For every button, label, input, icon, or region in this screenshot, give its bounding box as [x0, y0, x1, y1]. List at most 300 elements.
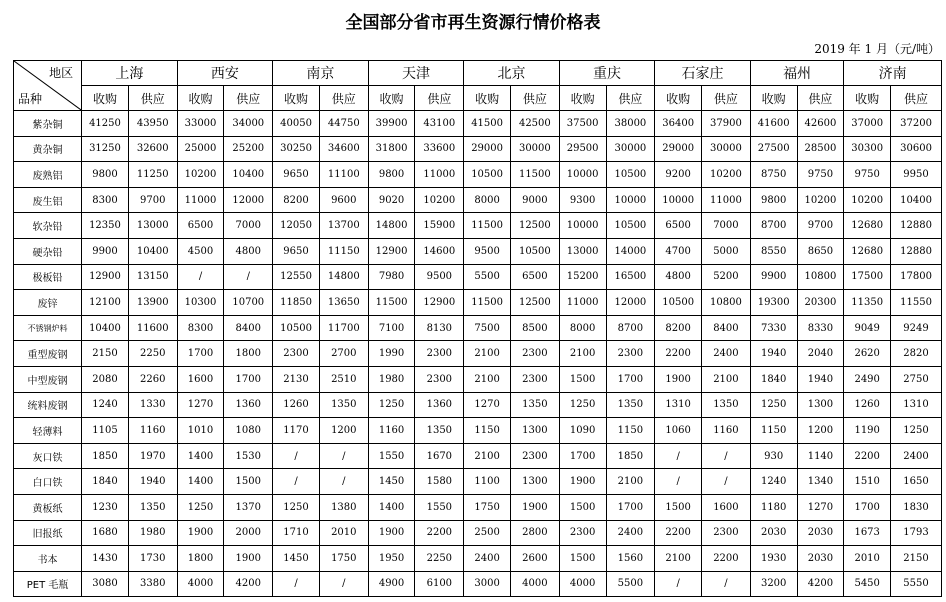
row-label: 硬杂铅 [14, 238, 82, 264]
table-row [14, 392, 942, 418]
buy-header: 收购 [844, 86, 891, 111]
price-cell: 11600 [128, 315, 177, 341]
sell-header: 供应 [797, 86, 844, 111]
price-cell: 2010 [844, 546, 891, 572]
price-cell: 11000 [177, 187, 224, 213]
price-cell: 36400 [655, 111, 702, 137]
price-cell: 2620 [844, 341, 891, 367]
price-cell: 1200 [797, 418, 844, 444]
price-cell: 2600 [510, 546, 559, 572]
price-cell: 10500 [606, 162, 655, 188]
price-cell: 1400 [177, 469, 224, 495]
price-cell: 2820 [891, 341, 942, 367]
price-cell: 1230 [82, 494, 129, 520]
price-cell: 1830 [891, 494, 942, 520]
price-cell: 42600 [797, 111, 844, 137]
price-cell: 1330 [128, 392, 177, 418]
price-cell: 2100 [702, 366, 751, 392]
price-cell: 11500 [464, 213, 511, 239]
price-cell: 2030 [797, 546, 844, 572]
row-label: 旧报纸 [14, 520, 82, 546]
row-label: 轻薄料 [14, 418, 82, 444]
price-cell: 4800 [224, 238, 273, 264]
price-cell: 9600 [319, 187, 368, 213]
price-cell: 5450 [844, 571, 891, 597]
price-cell: 10000 [559, 213, 606, 239]
row-label: 书本 [14, 546, 82, 572]
price-cell: 2040 [797, 341, 844, 367]
price-cell: 1930 [750, 546, 797, 572]
row-label: 废熟铝 [14, 162, 82, 188]
price-cell: 2750 [891, 366, 942, 392]
price-cell: 1240 [750, 469, 797, 495]
price-cell: 2300 [415, 366, 464, 392]
price-cell: 1350 [319, 392, 368, 418]
price-cell: 1300 [510, 418, 559, 444]
price-cell: 8200 [655, 315, 702, 341]
price-cell: 1710 [273, 520, 320, 546]
price-cell: 37200 [891, 111, 942, 137]
price-cell: 1500 [224, 469, 273, 495]
price-cell: 10000 [606, 187, 655, 213]
price-cell: 10800 [797, 264, 844, 290]
price-cell: 2300 [559, 520, 606, 546]
price-cell: 1510 [844, 469, 891, 495]
price-cell: 10200 [415, 187, 464, 213]
price-cell: 1750 [319, 546, 368, 572]
price-cell: 9500 [464, 238, 511, 264]
price-cell: 2260 [128, 366, 177, 392]
price-cell: 6500 [510, 264, 559, 290]
price-cell: 1840 [750, 366, 797, 392]
price-cell: 1270 [464, 392, 511, 418]
price-cell: 1700 [844, 494, 891, 520]
price-cell: 1450 [368, 469, 415, 495]
price-cell: 1190 [844, 418, 891, 444]
price-cell: 2030 [797, 520, 844, 546]
price-cell: 10500 [273, 315, 320, 341]
sell-header: 供应 [606, 86, 655, 111]
price-cell: 9049 [844, 315, 891, 341]
price-cell: 1970 [128, 443, 177, 469]
price-cell: 2200 [415, 520, 464, 546]
price-cell: 1900 [368, 520, 415, 546]
price-cell: 2100 [606, 469, 655, 495]
price-cell: 1980 [368, 366, 415, 392]
price-cell: 33600 [415, 136, 464, 162]
price-cell: 1670 [415, 443, 464, 469]
price-cell: 29000 [464, 136, 511, 162]
table-row [14, 111, 942, 137]
price-cell: / [319, 469, 368, 495]
price-cell: 1980 [128, 520, 177, 546]
price-cell: 2400 [606, 520, 655, 546]
price-cell: 12900 [368, 238, 415, 264]
row-label: 重型废钢 [14, 341, 82, 367]
price-cell: 1550 [368, 443, 415, 469]
price-cell: 12680 [844, 238, 891, 264]
buy-header: 收购 [273, 86, 320, 111]
price-cell: 1700 [177, 341, 224, 367]
row-label: 废生铝 [14, 187, 82, 213]
price-cell: 42500 [510, 111, 559, 137]
price-cell: 1160 [128, 418, 177, 444]
price-cell: 1310 [655, 392, 702, 418]
price-cell: 2250 [415, 546, 464, 572]
city-header: 北京 [464, 61, 560, 86]
price-cell: 1340 [797, 469, 844, 495]
price-cell: 1350 [128, 494, 177, 520]
row-label: 废锌 [14, 290, 82, 316]
price-cell: 1090 [559, 418, 606, 444]
price-cell: 8500 [510, 315, 559, 341]
price-cell: 3200 [750, 571, 797, 597]
row-label: 黄板纸 [14, 494, 82, 520]
price-cell: 13150 [128, 264, 177, 290]
city-header: 上海 [82, 61, 178, 86]
price-cell: 10000 [655, 187, 702, 213]
price-cell: 8750 [750, 162, 797, 188]
price-cell: 1940 [797, 366, 844, 392]
table-row [14, 238, 942, 264]
price-cell: 10200 [844, 187, 891, 213]
price-cell: 12350 [82, 213, 129, 239]
price-cell: 1600 [177, 366, 224, 392]
price-cell: 43100 [415, 111, 464, 137]
row-label: PET 毛瓶 [14, 571, 82, 597]
table-row [14, 366, 942, 392]
price-cell: 8300 [82, 187, 129, 213]
price-cell: 10800 [702, 290, 751, 316]
price-cell: 9500 [415, 264, 464, 290]
price-cell: 25000 [177, 136, 224, 162]
price-cell: 1360 [415, 392, 464, 418]
price-cell: 10200 [702, 162, 751, 188]
price-cell: 2400 [702, 341, 751, 367]
price-cell: / [702, 443, 751, 469]
price-cell: 1560 [606, 546, 655, 572]
price-cell: 9000 [510, 187, 559, 213]
price-cell: 1900 [224, 546, 273, 572]
price-cell: 14600 [415, 238, 464, 264]
price-cell: 1500 [655, 494, 702, 520]
table-row [14, 520, 942, 546]
price-cell: 9200 [655, 162, 702, 188]
price-cell: 1300 [510, 469, 559, 495]
price-cell: 10200 [797, 187, 844, 213]
price-cell: 2200 [844, 443, 891, 469]
region-label: 地区 [49, 66, 74, 80]
price-cell: 10400 [891, 187, 942, 213]
price-cell: 1010 [177, 418, 224, 444]
price-cell: 10400 [82, 315, 129, 341]
subheader-row [14, 86, 942, 111]
city-header: 石家庄 [655, 61, 751, 86]
price-cell: 6500 [177, 213, 224, 239]
price-cell: 29000 [655, 136, 702, 162]
price-cell: 4900 [368, 571, 415, 597]
price-cell: / [177, 264, 224, 290]
price-cell: 34600 [319, 136, 368, 162]
price-cell: 30000 [510, 136, 559, 162]
price-cell: 2300 [415, 341, 464, 367]
price-cell: 41600 [750, 111, 797, 137]
price-cell: 2030 [750, 520, 797, 546]
price-cell: 30300 [844, 136, 891, 162]
price-cell: / [273, 571, 320, 597]
price-cell: 1350 [606, 392, 655, 418]
price-cell: 1350 [510, 392, 559, 418]
price-cell: 6500 [655, 213, 702, 239]
price-cell: 11550 [891, 290, 942, 316]
price-cell: 11000 [559, 290, 606, 316]
price-cell: 2000 [224, 520, 273, 546]
row-label: 灰口铁 [14, 443, 82, 469]
price-cell: 2400 [464, 546, 511, 572]
table-row [14, 136, 942, 162]
price-cell: 1840 [82, 469, 129, 495]
price-cell: 15200 [559, 264, 606, 290]
price-cell: 1150 [606, 418, 655, 444]
price-cell: 3380 [128, 571, 177, 597]
price-cell: 2100 [559, 341, 606, 367]
price-cell: 4500 [177, 238, 224, 264]
price-cell: 30600 [891, 136, 942, 162]
price-cell: 8400 [224, 315, 273, 341]
price-cell: 1270 [177, 392, 224, 418]
price-cell: 1530 [224, 443, 273, 469]
price-cell: 13900 [128, 290, 177, 316]
price-cell: 1430 [82, 546, 129, 572]
price-cell: 8000 [559, 315, 606, 341]
price-cell: 37500 [559, 111, 606, 137]
price-cell: 2130 [273, 366, 320, 392]
price-cell: 7980 [368, 264, 415, 290]
table-row [14, 290, 942, 316]
price-cell: 1940 [750, 341, 797, 367]
price-cell: 1270 [797, 494, 844, 520]
price-cell: 44750 [319, 111, 368, 137]
price-cell: 12000 [606, 290, 655, 316]
price-cell: 1650 [891, 469, 942, 495]
price-cell: 1400 [177, 443, 224, 469]
table-row [14, 571, 942, 597]
price-cell: 9300 [559, 187, 606, 213]
price-cell: 1370 [224, 494, 273, 520]
price-cell: 2200 [702, 546, 751, 572]
price-cell: 7500 [464, 315, 511, 341]
price-cell: / [224, 264, 273, 290]
price-cell: 11500 [368, 290, 415, 316]
city-header: 南京 [273, 61, 369, 86]
price-cell: 1240 [82, 392, 129, 418]
price-cell: 1250 [177, 494, 224, 520]
price-cell: / [655, 469, 702, 495]
city-header: 天津 [368, 61, 464, 86]
price-cell: 12880 [891, 238, 942, 264]
price-cell: 10500 [655, 290, 702, 316]
price-cell: 2100 [464, 341, 511, 367]
price-cell: 2300 [702, 520, 751, 546]
price-cell: / [655, 571, 702, 597]
price-cell: 11150 [319, 238, 368, 264]
price-cell: 9900 [750, 264, 797, 290]
price-cell: 29500 [559, 136, 606, 162]
price-cell: 1350 [415, 418, 464, 444]
price-cell: 12900 [82, 264, 129, 290]
price-cell: / [655, 443, 702, 469]
city-header: 福州 [750, 61, 844, 86]
table-row [14, 494, 942, 520]
price-cell: 4200 [224, 571, 273, 597]
price-cell: 2500 [464, 520, 511, 546]
buy-header: 收购 [559, 86, 606, 111]
price-cell: 10400 [224, 162, 273, 188]
price-cell: 12680 [844, 213, 891, 239]
corner-header [14, 61, 82, 111]
price-cell: 1580 [415, 469, 464, 495]
price-cell: 8700 [750, 213, 797, 239]
price-cell: 2490 [844, 366, 891, 392]
city-header-row [14, 61, 942, 86]
price-cell: 1360 [224, 392, 273, 418]
price-cell: 15900 [415, 213, 464, 239]
price-cell: / [273, 443, 320, 469]
price-cell: 14800 [368, 213, 415, 239]
price-cell: 33000 [177, 111, 224, 137]
price-cell: 2400 [891, 443, 942, 469]
price-cell: 9750 [844, 162, 891, 188]
price-cell: 1950 [368, 546, 415, 572]
price-cell: 10500 [510, 238, 559, 264]
price-cell: 1250 [750, 392, 797, 418]
price-cell: 2080 [82, 366, 129, 392]
price-cell: 1673 [844, 520, 891, 546]
city-header: 西安 [177, 61, 273, 86]
price-cell: 11700 [319, 315, 368, 341]
price-cell: 1060 [655, 418, 702, 444]
price-cell: 1700 [559, 443, 606, 469]
price-cell: 1250 [891, 418, 942, 444]
price-cell: 38000 [606, 111, 655, 137]
table-row [14, 187, 942, 213]
price-cell: 13000 [128, 213, 177, 239]
price-cell: 10300 [177, 290, 224, 316]
price-cell: 10500 [464, 162, 511, 188]
price-cell: 1500 [559, 546, 606, 572]
price-cell: 1990 [368, 341, 415, 367]
price-cell: 12000 [224, 187, 273, 213]
buy-header: 收购 [464, 86, 511, 111]
price-cell: 1350 [702, 392, 751, 418]
price-cell: 9249 [891, 315, 942, 341]
table-row [14, 418, 942, 444]
price-cell: 30250 [273, 136, 320, 162]
price-cell: 9950 [891, 162, 942, 188]
price-cell: 13650 [319, 290, 368, 316]
price-cell: 5500 [464, 264, 511, 290]
buy-header: 收购 [655, 86, 702, 111]
price-cell: 27500 [750, 136, 797, 162]
price-cell: 1700 [224, 366, 273, 392]
price-cell: 7100 [368, 315, 415, 341]
price-cell: 2700 [319, 341, 368, 367]
price-cell: 1450 [273, 546, 320, 572]
price-cell: 9700 [128, 187, 177, 213]
buy-header: 收购 [177, 86, 224, 111]
price-cell: 5200 [702, 264, 751, 290]
price-cell: 5550 [891, 571, 942, 597]
price-cell: / [702, 469, 751, 495]
price-cell: 9900 [82, 238, 129, 264]
price-cell: 11100 [319, 162, 368, 188]
price-cell: 14800 [319, 264, 368, 290]
price-cell: 4700 [655, 238, 702, 264]
price-cell: 8330 [797, 315, 844, 341]
row-label: 紫杂铜 [14, 111, 82, 137]
price-cell: 25200 [224, 136, 273, 162]
price-cell: 11500 [510, 162, 559, 188]
price-cell: 41250 [82, 111, 129, 137]
price-cell: 1800 [224, 341, 273, 367]
variety-label: 品种 [18, 92, 43, 106]
price-cell: 9700 [797, 213, 844, 239]
price-cell: 8000 [464, 187, 511, 213]
price-cell: 9020 [368, 187, 415, 213]
price-cell: 12500 [510, 213, 559, 239]
price-cell: 2100 [655, 546, 702, 572]
price-cell: 8550 [750, 238, 797, 264]
table-row [14, 264, 942, 290]
price-cell: 7000 [702, 213, 751, 239]
price-cell: 9650 [273, 238, 320, 264]
price-cell: 1750 [464, 494, 511, 520]
price-cell: 2150 [891, 546, 942, 572]
price-cell: 28500 [797, 136, 844, 162]
price-cell: 32600 [128, 136, 177, 162]
price-cell: 10200 [177, 162, 224, 188]
row-label: 软杂铅 [14, 213, 82, 239]
price-cell: 10500 [606, 213, 655, 239]
table-row [14, 162, 942, 188]
price-cell: 1080 [224, 418, 273, 444]
price-cell: 16500 [606, 264, 655, 290]
price-cell: 10700 [224, 290, 273, 316]
price-cell: 41500 [464, 111, 511, 137]
sell-header: 供应 [891, 86, 942, 111]
row-label: 黄杂铜 [14, 136, 82, 162]
price-cell: 2200 [655, 520, 702, 546]
price-cell: 12880 [891, 213, 942, 239]
price-cell: 1105 [82, 418, 129, 444]
sell-header: 供应 [224, 86, 273, 111]
row-label: 中型废钢 [14, 366, 82, 392]
buy-header: 收购 [368, 86, 415, 111]
price-cell: / [319, 443, 368, 469]
price-cell: 12550 [273, 264, 320, 290]
price-cell: 2100 [464, 443, 511, 469]
price-cell: 930 [750, 443, 797, 469]
price-cell: 1140 [797, 443, 844, 469]
price-cell: 9750 [797, 162, 844, 188]
price-cell: 1200 [319, 418, 368, 444]
sell-header: 供应 [415, 86, 464, 111]
price-cell: 5500 [606, 571, 655, 597]
price-cell: 2300 [273, 341, 320, 367]
price-cell: 1700 [606, 494, 655, 520]
price-cell: 8130 [415, 315, 464, 341]
price-cell: 1150 [464, 418, 511, 444]
